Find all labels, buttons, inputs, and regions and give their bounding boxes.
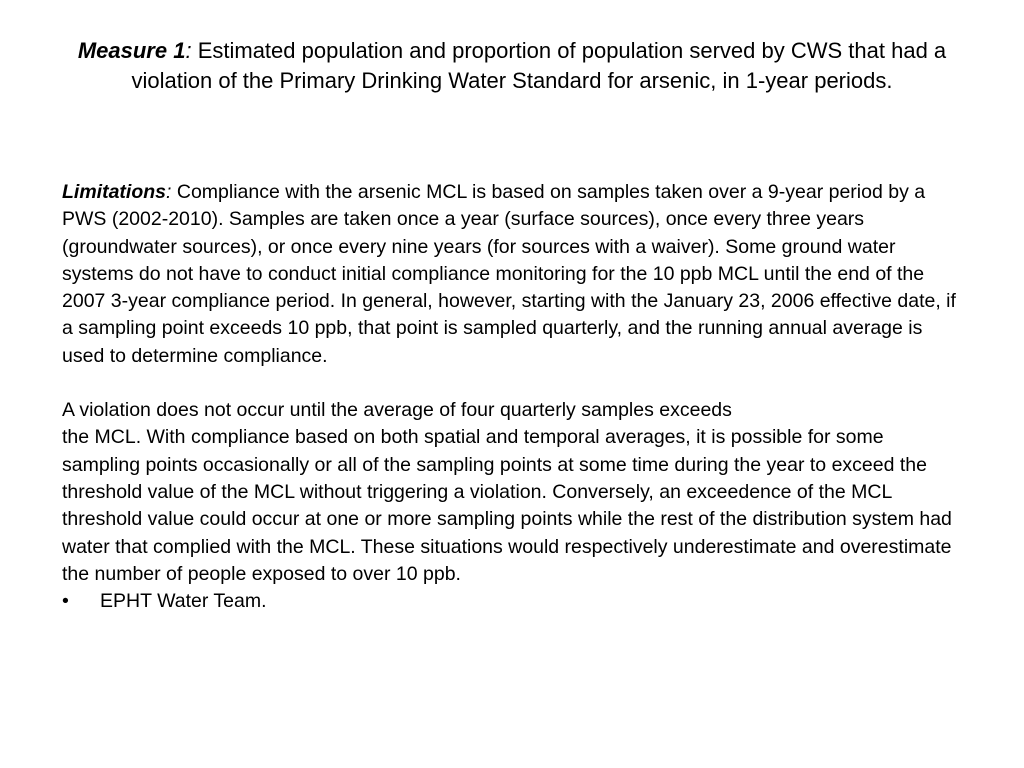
limitations-paragraph — [62, 179, 967, 370]
title-text: Estimated population and proportion of population served by CWS that had a violation of the Primary Drinking Water Standard for arsenic, in 1-year periods. — [131, 38, 947, 93]
title-colon: : — [185, 38, 192, 63]
paragraph-spacer — [62, 370, 967, 397]
slide-body — [62, 179, 967, 615]
bullet-item — [62, 588, 967, 615]
bullet-icon: • — [62, 590, 69, 613]
slide-title — [62, 36, 962, 96]
limitations-text: Compliance with the arsenic MCL is based on samples taken over a 9-year period by a PWS (2002-2010). Samples are taken once a year (surface sources), once every three years (groundwater sources), or once every nine years (for sources with a waiver). Some ground water systems do not have to conduct initial compliance monitoring for the 10 ppb MCL until the end of the 2007 3-year compliance period. In general, however, starting with the January 23, 2006 effective date, if a sampling point exceeds 10 ppb, that point is sampled quarterly, and the running annual average is used to determine compliance. — [62, 181, 956, 367]
violation-paragraph — [62, 397, 967, 588]
violation-text: the MCL. With compliance based on both spatial and temporal averages, it is possible for some sampling points occasionally or all of the sampling points at some time during the year to exceed the threshold value of the MCL without triggering a violation. Conversely, an exceedence of the MCL threshold value could occur at one or more sampling points while the rest of the distribution system had water that complied with the MCL. These situations would respectively underestimate and overestimate the number of people exposed to over 10 ppb. — [62, 426, 952, 585]
limitations-lead: Limitations — [62, 181, 167, 203]
title-lead: Measure 1 — [77, 38, 186, 63]
violation-first-line: A violation does not occur until the average of four quarterly samples exceeds — [62, 399, 732, 422]
bullet-text: EPHT Water Team. — [100, 590, 267, 613]
limitations-colon: : — [166, 181, 172, 203]
